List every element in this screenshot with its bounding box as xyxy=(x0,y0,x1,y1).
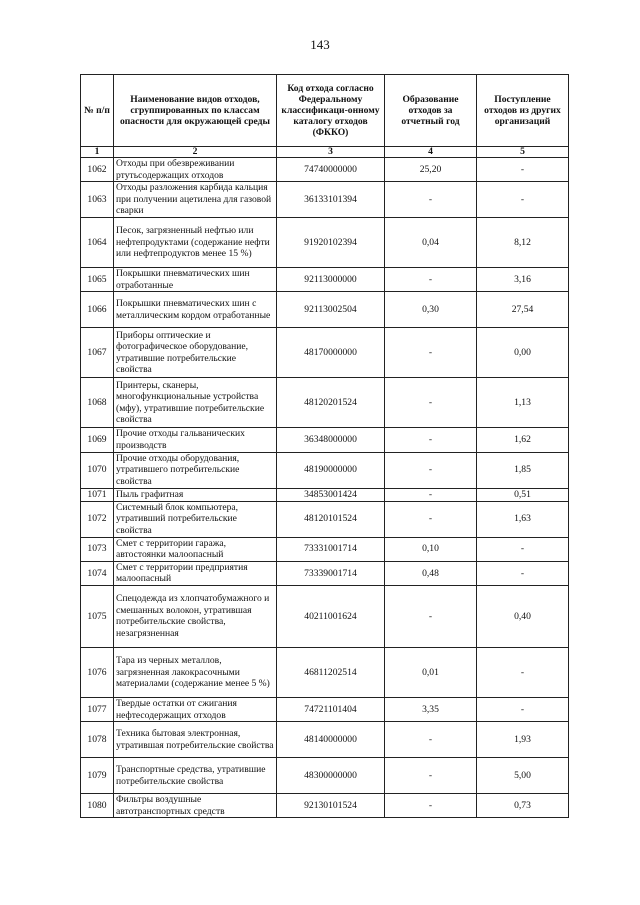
column-index: 4 xyxy=(385,147,477,158)
waste-name: Спецодежда из хлопчатобумажного и смешанных волокон, утратившая потребительские свойства, незагрязненная xyxy=(114,585,277,647)
received-value: - xyxy=(477,561,569,585)
formed-value: 0,04 xyxy=(385,218,477,268)
fkko-code: 48120101524 xyxy=(277,501,385,537)
formed-value: 0,30 xyxy=(385,292,477,328)
formed-value: - xyxy=(385,268,477,292)
table-row xyxy=(81,794,569,818)
row-number: 1071 xyxy=(81,488,114,501)
fkko-code: 48300000000 xyxy=(277,758,385,794)
column-index: 3 xyxy=(277,147,385,158)
received-value: 27,54 xyxy=(477,292,569,328)
row-number: 1075 xyxy=(81,585,114,647)
waste-name: Прочие отходы гальванических производств xyxy=(114,428,277,452)
waste-name: Пыль графитная xyxy=(114,488,277,501)
waste-name: Транспортные средства, утратившие потребительские свойства xyxy=(114,758,277,794)
row-number: 1062 xyxy=(81,158,114,182)
table-row xyxy=(81,561,569,585)
row-number: 1063 xyxy=(81,182,114,218)
column-index: 1 xyxy=(81,147,114,158)
waste-name: Фильтры воздушные автотранспортных средств xyxy=(114,794,277,818)
fkko-code: 34853001424 xyxy=(277,488,385,501)
table-row xyxy=(81,697,569,721)
fkko-code: 48140000000 xyxy=(277,722,385,758)
received-value: 1,13 xyxy=(477,378,569,428)
table-row xyxy=(81,268,569,292)
received-value: - xyxy=(477,647,569,697)
waste-name: Песок, загрязненный нефтью или нефтепродуктами (содержание нефти или нефтепродуктов менее 15 %) xyxy=(114,218,277,268)
waste-name: Приборы оптические и фотографическое оборудование, утратившие потребительские свойства xyxy=(114,328,277,378)
received-value: 8,12 xyxy=(477,218,569,268)
header-number: № п/п xyxy=(81,75,114,147)
formed-value: - xyxy=(385,501,477,537)
table-row xyxy=(81,452,569,488)
fkko-code: 40211001624 xyxy=(277,585,385,647)
header-waste-name: Наименование видов отходов, сгруппированных по классам опасности для окружающей среды xyxy=(114,75,277,147)
row-number: 1077 xyxy=(81,697,114,721)
formed-value: - xyxy=(385,182,477,218)
received-value: 1,63 xyxy=(477,501,569,537)
waste-table xyxy=(80,74,569,818)
received-value: - xyxy=(477,537,569,561)
fkko-code: 92130101524 xyxy=(277,794,385,818)
fkko-code: 73339001714 xyxy=(277,561,385,585)
table-row xyxy=(81,292,569,328)
received-value: 0,51 xyxy=(477,488,569,501)
table-row xyxy=(81,218,569,268)
waste-name: Отходы при обезвреживании ртутьсодержащих отходов xyxy=(114,158,277,182)
row-number: 1066 xyxy=(81,292,114,328)
fkko-code: 48170000000 xyxy=(277,328,385,378)
formed-value: - xyxy=(385,585,477,647)
received-value: 1,93 xyxy=(477,722,569,758)
received-value: 3,16 xyxy=(477,268,569,292)
header-formed: Образование отходов за отчетный год xyxy=(385,75,477,147)
row-number: 1078 xyxy=(81,722,114,758)
table-row xyxy=(81,501,569,537)
row-number: 1080 xyxy=(81,794,114,818)
waste-name: Смет с территории гаража, автостоянки малоопасный xyxy=(114,537,277,561)
table-header-row xyxy=(81,75,569,147)
formed-value: - xyxy=(385,378,477,428)
fkko-code: 91920102394 xyxy=(277,218,385,268)
table-row xyxy=(81,647,569,697)
fkko-code: 73331001714 xyxy=(277,537,385,561)
formed-value: - xyxy=(385,488,477,501)
received-value: - xyxy=(477,697,569,721)
header-received: Поступление отходов из других организаций xyxy=(477,75,569,147)
row-number: 1079 xyxy=(81,758,114,794)
received-value: 0,40 xyxy=(477,585,569,647)
formed-value: 0,48 xyxy=(385,561,477,585)
fkko-code: 46811202514 xyxy=(277,647,385,697)
table-row xyxy=(81,328,569,378)
table-row xyxy=(81,428,569,452)
fkko-code: 92113002504 xyxy=(277,292,385,328)
row-number: 1070 xyxy=(81,452,114,488)
column-index: 5 xyxy=(477,147,569,158)
received-value: 0,73 xyxy=(477,794,569,818)
header-fkko-code: Код отхода согласно Федеральному классификаци-онному каталогу отходов (ФККО) xyxy=(277,75,385,147)
received-value: 1,85 xyxy=(477,452,569,488)
row-number: 1076 xyxy=(81,647,114,697)
fkko-code: 92113000000 xyxy=(277,268,385,292)
row-number: 1069 xyxy=(81,428,114,452)
formed-value: 3,35 xyxy=(385,697,477,721)
received-value: 1,62 xyxy=(477,428,569,452)
formed-value: 0,10 xyxy=(385,537,477,561)
received-value: 0,00 xyxy=(477,328,569,378)
formed-value: - xyxy=(385,722,477,758)
row-number: 1067 xyxy=(81,328,114,378)
table-row xyxy=(81,585,569,647)
waste-name: Принтеры, сканеры, многофункциональные устройства (мфу), утратившие потребительские свойства xyxy=(114,378,277,428)
row-number: 1068 xyxy=(81,378,114,428)
fkko-code: 48190000000 xyxy=(277,452,385,488)
fkko-code: 74721101404 xyxy=(277,697,385,721)
fkko-code: 36133101394 xyxy=(277,182,385,218)
row-number: 1072 xyxy=(81,501,114,537)
waste-name: Покрышки пневматических шин с металлическим кордом отработанные xyxy=(114,292,277,328)
column-index-row xyxy=(81,147,569,158)
table-row xyxy=(81,182,569,218)
table-row xyxy=(81,758,569,794)
waste-name: Покрышки пневматических шин отработанные xyxy=(114,268,277,292)
fkko-code: 48120201524 xyxy=(277,378,385,428)
column-index: 2 xyxy=(114,147,277,158)
waste-name: Отходы разложения карбида кальция при получении ацетилена для газовой сварки xyxy=(114,182,277,218)
row-number: 1074 xyxy=(81,561,114,585)
page-number: 143 xyxy=(310,37,330,52)
received-value: - xyxy=(477,182,569,218)
waste-name: Системный блок компьютера, утративший потребительские свойства xyxy=(114,501,277,537)
row-number: 1073 xyxy=(81,537,114,561)
formed-value: - xyxy=(385,452,477,488)
waste-name: Техника бытовая электронная, утратившая потребительские свойства xyxy=(114,722,277,758)
fkko-code: 74740000000 xyxy=(277,158,385,182)
formed-value: - xyxy=(385,328,477,378)
formed-value: 25,20 xyxy=(385,158,477,182)
table-row xyxy=(81,488,569,501)
fkko-code: 36348000000 xyxy=(277,428,385,452)
waste-name: Твердые остатки от сжигания нефтесодержащих отходов xyxy=(114,697,277,721)
table-row xyxy=(81,378,569,428)
received-value: - xyxy=(477,158,569,182)
row-number: 1064 xyxy=(81,218,114,268)
received-value: 5,00 xyxy=(477,758,569,794)
row-number: 1065 xyxy=(81,268,114,292)
formed-value: - xyxy=(385,758,477,794)
table-row xyxy=(81,722,569,758)
formed-value: - xyxy=(385,794,477,818)
table-row xyxy=(81,158,569,182)
table-row xyxy=(81,537,569,561)
waste-name: Смет с территории предприятия малоопасный xyxy=(114,561,277,585)
waste-name: Тара из черных металлов, загрязненная лакокрасочными материалами (содержание менее 5 %) xyxy=(114,647,277,697)
formed-value: 0,01 xyxy=(385,647,477,697)
formed-value: - xyxy=(385,428,477,452)
waste-name: Прочие отходы оборудования, утратившего потребительские свойства xyxy=(114,452,277,488)
